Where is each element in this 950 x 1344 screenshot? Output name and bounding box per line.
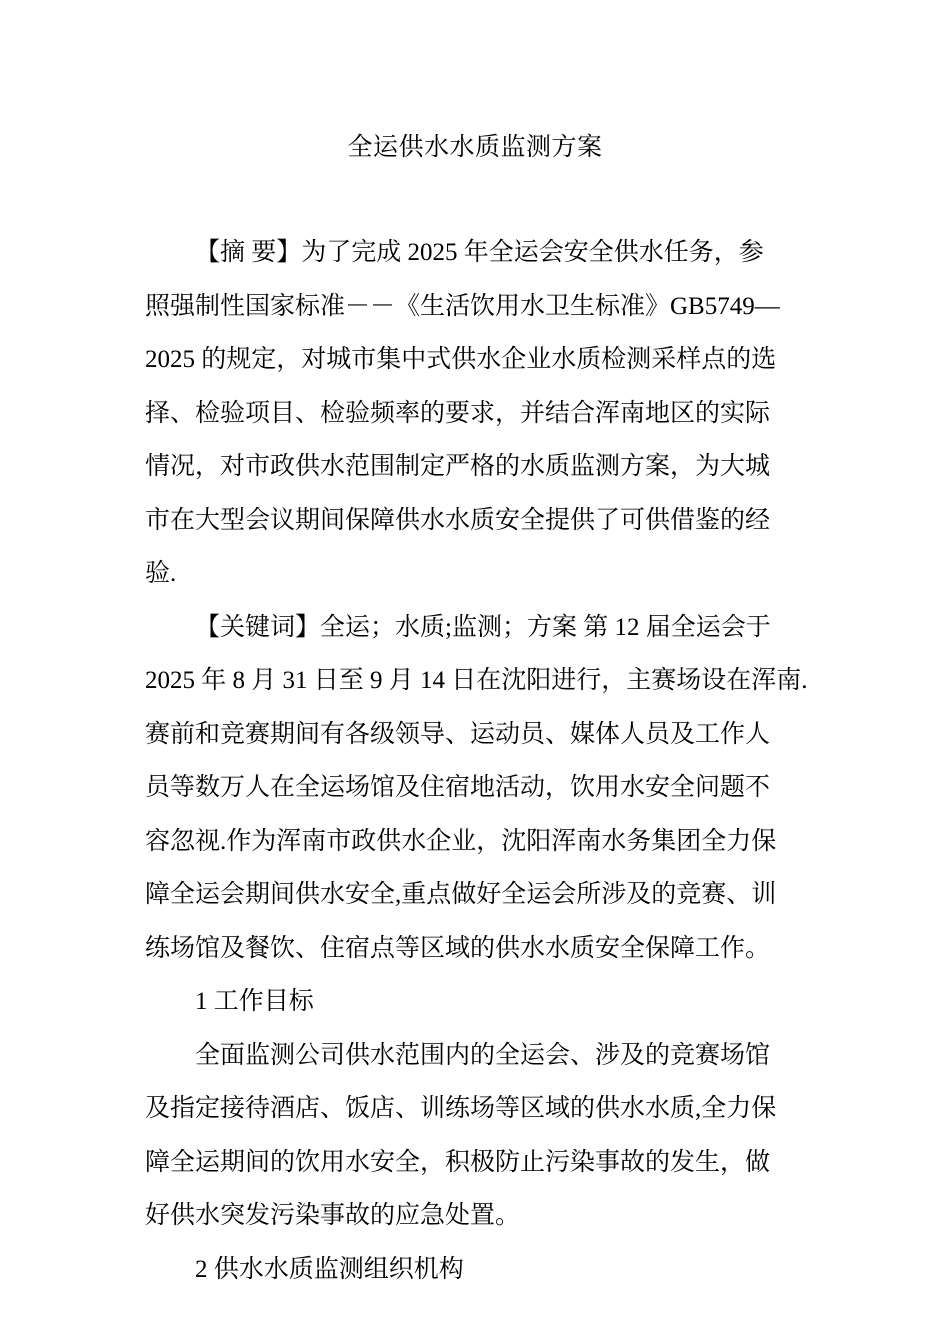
section-heading-2: 2 供水水质监测组织机构 xyxy=(195,1255,464,1283)
body-line-5: 障全运会期间供水安全,重点做好全运会所涉及的竞赛、训 xyxy=(145,881,777,908)
keywords-line-1: 【关键词】全运；水质;监测；方案 第 12 届全运会于 xyxy=(195,613,771,641)
body-line-6: 练场馆及餐饮、住宿点等区域的供水水质安全保障工作。 xyxy=(145,934,771,962)
document-body xyxy=(145,226,810,1296)
section-1-line-1: 全面监测公司供水范围内的全运会、涉及的竞赛场馆 xyxy=(195,1041,771,1069)
abstract-line-1: 【摘 要】为了完成 2025 年全运会安全供水任务，参 xyxy=(195,239,764,266)
abstract-line-5: 情况，对市政供水范围制定严格的水质监测方案，为大城 xyxy=(145,453,771,480)
body-line-2: 赛前和竞赛期间有各级领导、运动员、媒体人员及工作人 xyxy=(145,720,771,748)
abstract-line-4: 择、检验项目、检验频率的要求，并结合浑南地区的实际 xyxy=(145,399,771,427)
section-1-line-2: 及指定接待酒店、饭店、训练场等区域的供水水质,全力保 xyxy=(145,1095,777,1122)
abstract-line-2: 照强制性国家标准－－《生活饮用水卫生标准》GB5749— xyxy=(145,292,780,320)
body-line-4: 容忽视.作为浑南市政供水企业，沈阳浑南水务集团全力保 xyxy=(145,827,777,855)
section-1-line-4: 好供水突发污染事故的应急处置。 xyxy=(145,1202,521,1229)
section-1-line-3: 障全运期间的饮用水安全，积极防止污染事故的发生，做 xyxy=(145,1148,771,1176)
abstract-line-3: 2025 的规定，对城市集中式供水企业水质检测采样点的选 xyxy=(145,346,777,373)
body-line-1: 2025 年 8 月 31 日至 9 月 14 日在沈阳进行，主赛场设在浑南. xyxy=(145,667,808,694)
abstract-line-7: 验. xyxy=(145,560,177,587)
section-heading-1: 1 工作目标 xyxy=(195,988,314,1015)
body-line-3: 员等数万人在全运场馆及住宿地活动，饮用水安全问题不 xyxy=(145,774,771,801)
document-title: 全运供水水质监测方案 xyxy=(347,134,603,161)
abstract-line-6: 市在大型会议期间保障供水水质安全提供了可供借鉴的经 xyxy=(145,506,771,534)
